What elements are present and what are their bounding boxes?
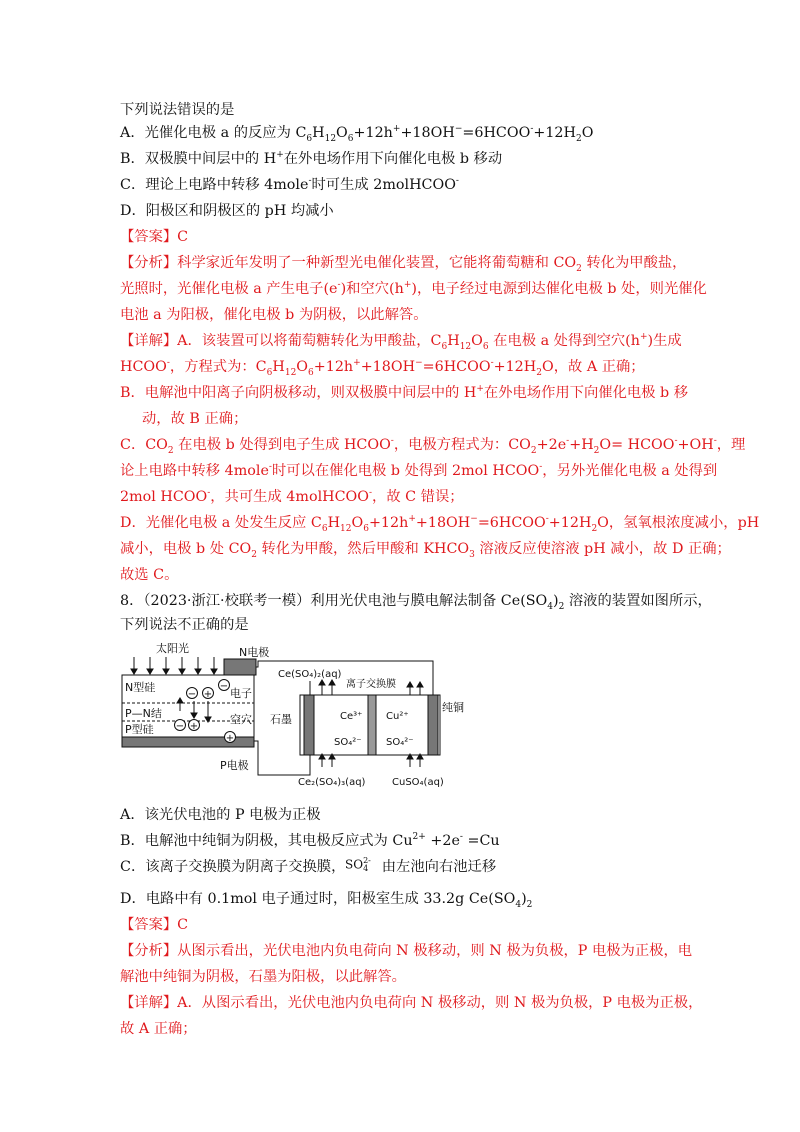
q8-detail-line-2: 故 A 正确； bbox=[120, 1021, 197, 1037]
detail-line-8: D．光催化电极 a 处发生反应 $C_6H_{12}O_6+12h^++18OH^-=6HCOO^-+12H_2O$，氢氧根浓度减小，pH bbox=[120, 514, 760, 534]
pn-junction-label: P—N结 bbox=[125, 707, 162, 720]
q8-stem-line-2: 下列说法不正确的是 bbox=[120, 617, 249, 633]
detail-line-7: 2mol HCOO-，共可生成 4molHCOO-，故 C 错误； bbox=[120, 488, 464, 505]
charge-plus-2: + bbox=[189, 721, 199, 732]
q8-option-a: A．该光伏电池的 P 电极为正极 bbox=[120, 807, 321, 823]
detail-line-4: 动，故 B 正确； bbox=[142, 411, 248, 427]
detail-line-1: 【详解】A．该装置可以将葡萄糖转化为甲酸盐，$C_6H_{12}O_6$ 在电极 a 处得到空穴(h+)生成 bbox=[120, 332, 682, 352]
q8-stem-line-1: 8．（2023·浙江·校联考一模）利用光伏电池与膜电解法制备 $Ce(SO_4)_2$ 溶液的装置如图所示， bbox=[120, 593, 712, 612]
sunlight-label: 太阳光 bbox=[156, 642, 189, 655]
detail-line-10: 故选 C。 bbox=[120, 567, 179, 583]
detail-line-9: 减小，电极 b 处 $CO_2$ 转化为甲酸，然后甲酸和 $KHCO_3$ 溶液反应使溶液 pH 减小，故 D 正确； bbox=[120, 541, 731, 560]
cu-ion-label: Cu²⁺ bbox=[386, 711, 409, 722]
option-a: A．光催化电极 a 的反应为 $C_6H_{12}O_6+12h^++18OH^-=6HCOO^-+12H_2O$ bbox=[120, 124, 594, 144]
n-si-label: N型硅 bbox=[125, 681, 156, 694]
q8-option-b: B．电解池中纯铜为阴极，其电极反应式为 $Cu^{2+} +2e^- =Cu$ bbox=[120, 832, 500, 849]
detail-line-5: C．$CO_2$ 在电极 b 处得到电子生成 HCOO-，电极方程式为：$CO_2+2e^-+H_2O=$ HCOO-+OH-，理 bbox=[120, 436, 746, 456]
question-stem: 下列说法错误的是 bbox=[120, 102, 235, 118]
analysis-line-2: 光照时，光催化电极 a 产生电子(e-)和空穴(h+)，电子经过电源到达催化电极 b 处，则光催化 bbox=[120, 280, 707, 297]
charge-plus-3: + bbox=[225, 733, 235, 744]
detail-line-2: HCOO-，方程式为：$C_6H_{12}O_6+12h^++18OH^-=6HCOO^-+12H_2O$，故 A 正确； bbox=[120, 358, 645, 378]
detail-line-3: B．电解池中阳离子向阴极移动，则双极膜中间层中的 H+在外电场作用下向催化电极 b 移 bbox=[120, 384, 689, 401]
p-si-label: P型硅 bbox=[125, 723, 154, 736]
q8-detail-line-1: 【详解】A．从图示看出，光伏电池内负电荷向 N 极移动，则 N 极为负极，P 电极为正极， bbox=[120, 995, 703, 1011]
q8-analysis-line-1: 【分析】从图示看出，光伏电池内负电荷向 N 极移动，则 N 极为负极，P 电极为正极，电 bbox=[120, 943, 693, 959]
charge-minus-2: − bbox=[219, 681, 229, 692]
q8-answer-label: 【答案】C bbox=[120, 917, 189, 933]
detail-line-6: 论上电路中转移 4mole-时可以在催化电极 b 处得到 2mol HCOO-，另外光催化电极 a 处得到 bbox=[120, 462, 718, 479]
ce-ion-label: Ce³⁺ bbox=[340, 711, 363, 722]
charge-plus-1: + bbox=[203, 689, 213, 700]
so4-left-label: SO₄²⁻ bbox=[334, 737, 362, 748]
q8-option-c-sulfate: SO 2- 4 bbox=[345, 856, 371, 873]
hole-label: 空穴 bbox=[230, 713, 252, 726]
sunlight-arrows-icon bbox=[131, 657, 217, 674]
option-b: B．双极膜中间层中的 H+在外电场作用下向催化电极 b 移动 bbox=[120, 150, 503, 167]
charge-minus-1: − bbox=[187, 689, 197, 700]
answer-label: 【答案】C bbox=[120, 229, 189, 245]
membrane-label: 离子交换膜 bbox=[346, 679, 396, 690]
feed-right-label: CuSO₄(aq) bbox=[392, 777, 444, 788]
q8-option-c: C．该离子交换膜为阴离子交换膜， 由左池向右池迁移 bbox=[120, 859, 497, 875]
electrolysis-figure bbox=[120, 641, 470, 791]
q8-option-d: D．电路中有 0.1mol 电子通过时，阳极室生成 33.2g $Ce(SO_4)_2$ bbox=[120, 891, 533, 910]
q8-analysis-line-2: 解池中纯铜为阴极，石墨为阳极，以此解答。 bbox=[120, 969, 406, 985]
top-product-label: Ce(SO₄)₂(aq) bbox=[278, 669, 342, 680]
analysis-line-3: 电池 a 为阳极，催化电极 b 为阴极，以此解答。 bbox=[120, 307, 428, 323]
analysis-line-1: 【分析】科学家近年发明了一种新型光电催化装置，它能将葡萄糖和 $CO_2$ 转化为甲酸盐， bbox=[120, 255, 687, 274]
n-electrode-label: N电极 bbox=[239, 646, 270, 659]
charge-minus-3: − bbox=[175, 721, 185, 732]
electron-label: 电子 bbox=[230, 687, 252, 700]
so4-right-label: SO₄²⁻ bbox=[386, 737, 414, 748]
feed-left-label: Ce₂(SO₄)₃(aq) bbox=[298, 777, 366, 788]
option-d: D．阳极区和阴极区的 pH 均减小 bbox=[120, 203, 334, 219]
pure-copper-label: 纯铜 bbox=[442, 701, 464, 714]
p-electrode-label: P电极 bbox=[220, 759, 249, 772]
graphite-label: 石墨 bbox=[270, 713, 292, 726]
option-c: C．理论上电路中转移 4mole-时可生成 2molHCOO- bbox=[120, 176, 459, 193]
